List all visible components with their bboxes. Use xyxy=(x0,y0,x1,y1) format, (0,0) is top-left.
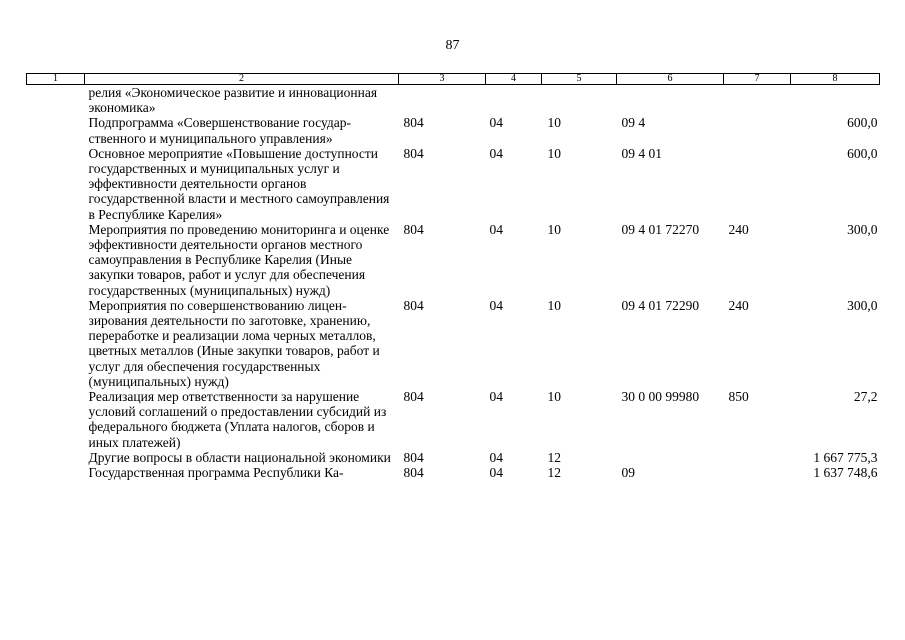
row-amount: 600,0 xyxy=(847,145,878,161)
row-expense-type: 240 xyxy=(728,221,749,237)
column-header-3: 3 xyxy=(399,74,486,85)
column-header-1: 1 xyxy=(27,74,85,85)
row-section-code: 04 xyxy=(489,297,503,313)
budget-table xyxy=(26,73,880,480)
row-target-article: 09 xyxy=(621,465,635,481)
row-expense-type xyxy=(724,115,791,145)
row-target-article: 09 4 01 xyxy=(621,145,662,161)
row-subsection-code: 10 xyxy=(547,115,561,131)
column-header-5: 5 xyxy=(542,74,617,85)
row-target-article: 09 4 01 72270 xyxy=(621,221,700,237)
row-ministry-code: 804 xyxy=(403,221,424,237)
row-expense-type xyxy=(724,450,791,465)
row-cell-c1 xyxy=(27,298,85,389)
column-header-4: 4 xyxy=(486,74,542,85)
row-description: Мероприятия по проведению мониторинга и оценке эффективности деятельности органов местного самоуправления в Республике Карелия (Иные закупки товаров, работ и услуг для обеспечения государственных (муниципальных) нужд) xyxy=(88,221,390,298)
row-amount: 1 667 775,3 xyxy=(813,449,878,465)
row-target-article xyxy=(617,450,724,465)
row-expense-type xyxy=(724,85,791,116)
row-description: релия «Экономическое развитие и инновационная экономика» xyxy=(88,85,378,116)
row-subsection-code: 12 xyxy=(547,465,561,481)
table-row xyxy=(27,85,880,116)
row-cell-c1 xyxy=(27,222,85,298)
row-section-code: 04 xyxy=(489,449,503,465)
row-description: Другие вопросы в области национальной экономики xyxy=(88,449,391,465)
row-section-code: 04 xyxy=(489,221,503,237)
row-subsection-code: 12 xyxy=(547,449,561,465)
row-amount xyxy=(791,85,880,116)
row-ministry-code: 804 xyxy=(403,115,424,131)
row-amount: 300,0 xyxy=(847,221,878,237)
column-header-7: 7 xyxy=(724,74,791,85)
row-ministry-code: 804 xyxy=(403,145,424,161)
row-section-code: 04 xyxy=(489,465,503,481)
row-cell-c1 xyxy=(27,450,85,465)
row-amount: 1 637 748,6 xyxy=(813,465,878,481)
row-ministry-code: 804 xyxy=(403,449,424,465)
row-target-article xyxy=(617,85,724,116)
row-amount: 300,0 xyxy=(847,297,878,313)
row-subsection-code: 10 xyxy=(547,221,561,237)
table-row xyxy=(27,389,880,450)
row-ministry-code: 804 xyxy=(403,465,424,481)
row-description: Государственная программа Республики Ка- xyxy=(88,465,344,481)
row-amount: 600,0 xyxy=(847,115,878,131)
row-subsection-code: 10 xyxy=(547,389,561,405)
row-subsection-code xyxy=(542,85,617,116)
row-expense-type xyxy=(724,146,791,222)
row-target-article: 30 0 00 99980 xyxy=(621,389,700,405)
column-header-6: 6 xyxy=(617,74,724,85)
row-description: Реализация мер ответственности за нарушение условий соглашений о предоставлении субсидий из федерального бюджета (Уплата налогов, сборов и иных платежей) xyxy=(88,389,387,450)
row-expense-type: 240 xyxy=(728,297,749,313)
row-cell-c1 xyxy=(27,389,85,450)
row-expense-type xyxy=(724,465,791,480)
row-target-article: 09 4 01 72290 xyxy=(621,297,700,313)
row-cell-c1 xyxy=(27,115,85,145)
row-description: Подпрограмма «Совершенствование государственного и муниципального управления» xyxy=(88,115,352,146)
table-row xyxy=(27,298,880,389)
row-section-code: 04 xyxy=(489,389,503,405)
row-amount: 27,2 xyxy=(853,389,878,405)
column-header-8: 8 xyxy=(791,74,880,85)
row-ministry-code: 804 xyxy=(403,297,424,313)
row-expense-type: 850 xyxy=(728,389,749,405)
row-section-code: 04 xyxy=(489,115,503,131)
row-description: Основное мероприятие «Повышение доступности государственных и муниципальных услуг и эффективности деятельности органов государственной власти и местного самоуправления в Республике Карелия» xyxy=(88,145,390,222)
row-subsection-code: 10 xyxy=(547,145,561,161)
row-section-code: 04 xyxy=(489,145,503,161)
row-cell-c1 xyxy=(27,146,85,222)
column-header-2: 2 xyxy=(85,74,399,85)
row-cell-c1 xyxy=(27,465,85,480)
row-section-code xyxy=(486,85,542,116)
page-number: 87 xyxy=(445,38,460,53)
row-description: Мероприятия по совершенствованию лицензирования деятельности по заготовке, хранению, переработке и реализации лома черных металлов, цветных металлов (Иные закупки товаров, работ и услуг для обеспечения государственных (муниципальных) нужд) xyxy=(88,297,380,389)
row-ministry-code: 804 xyxy=(403,389,424,405)
table-row xyxy=(27,465,880,480)
row-subsection-code: 10 xyxy=(547,297,561,313)
row-target-article: 09 4 xyxy=(621,115,646,131)
table-row xyxy=(27,115,880,145)
row-ministry-code xyxy=(399,85,486,116)
row-cell-c1 xyxy=(27,85,85,116)
table-row xyxy=(27,222,880,298)
column-number-row xyxy=(27,74,880,85)
table-row xyxy=(27,146,880,222)
table-row xyxy=(27,450,880,465)
